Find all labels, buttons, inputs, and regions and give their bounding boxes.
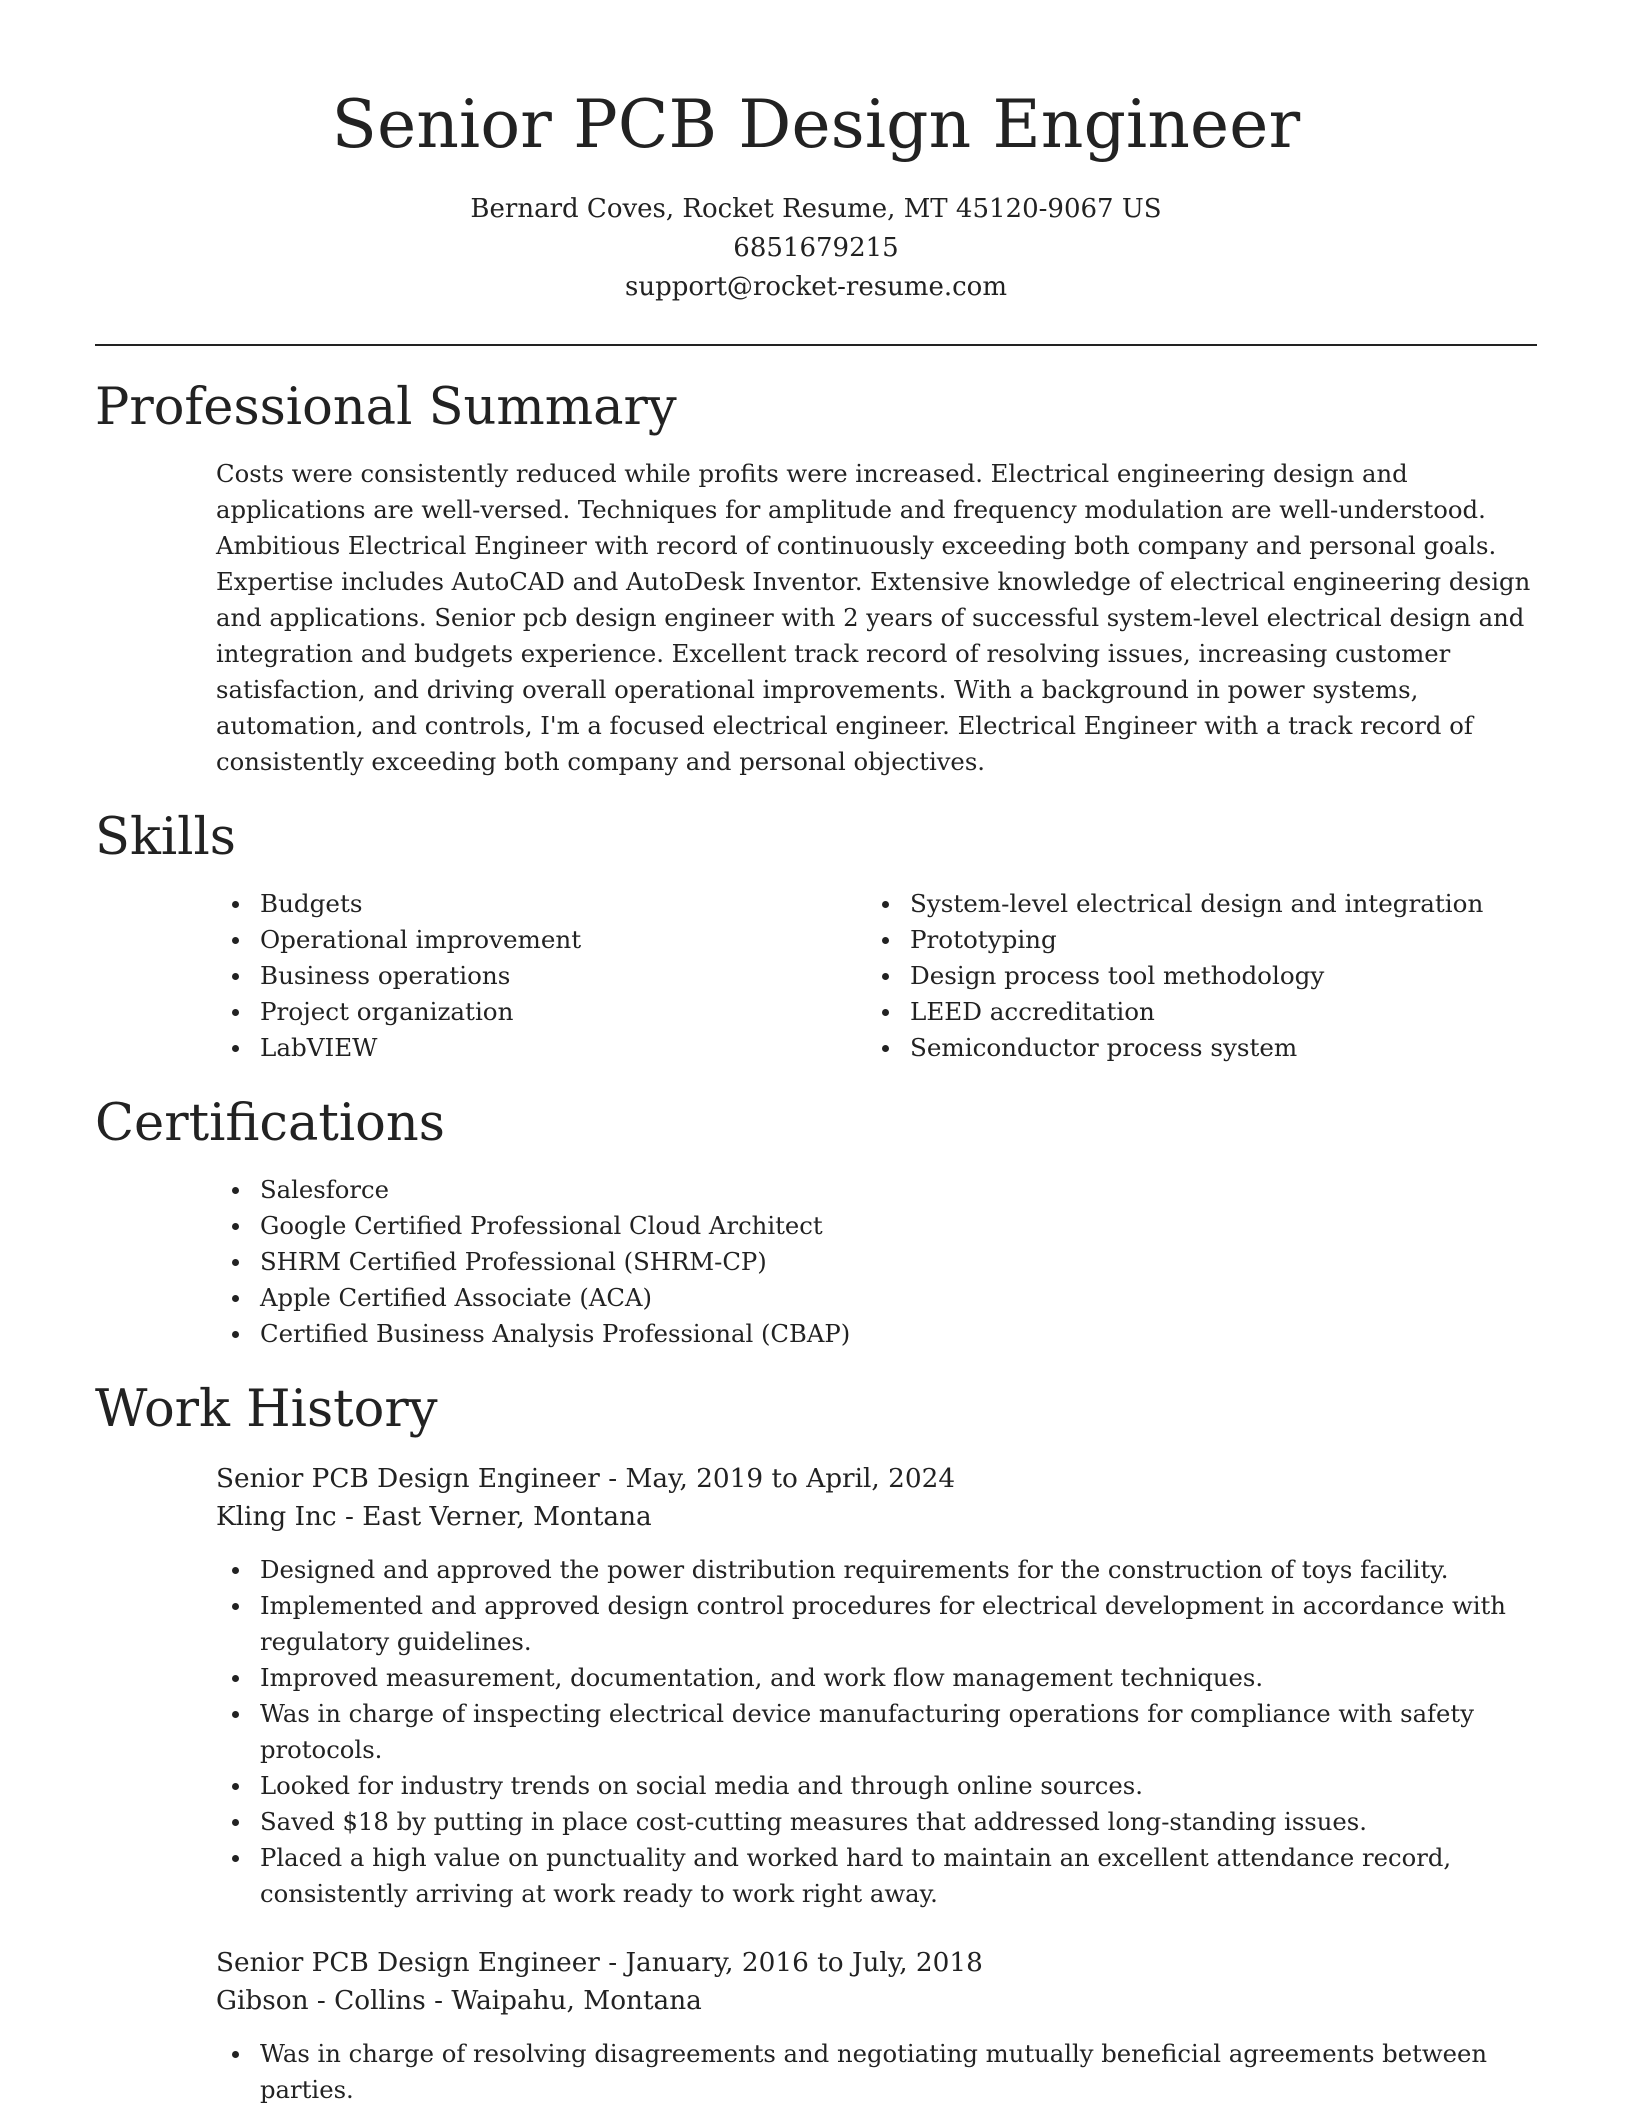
skill-item: Semiconductor process system — [866, 1030, 1516, 1066]
skill-item: Budgets — [216, 886, 866, 922]
skill-item: Operational improvement — [216, 922, 866, 958]
skill-item: Design process tool methodology — [866, 958, 1516, 994]
skill-item: LabVIEW — [216, 1030, 866, 1066]
job-entry — [216, 1944, 1537, 2108]
skills-grid — [216, 886, 1537, 1066]
skills-column-left — [216, 886, 866, 1066]
job-duty-item: Designed and approved the power distribution requirements for the construction of toys facility. — [216, 1552, 1537, 1588]
header-divider — [95, 344, 1537, 346]
job-duty-item: Placed a high value on punctuality and worked hard to maintain an excellent attendance record, consistently arriving at work ready to work right away. — [216, 1840, 1537, 1912]
skill-item: LEED accreditation — [866, 994, 1516, 1030]
summary-text: Costs were consistently reduced while profits were increased. Electrical engineering design and applications are well-versed. Techniques for amplitude and frequency modulation are well-understood. Ambitious Electrical Engineer with record of continuously exceeding both company and personal goals. Expertise includes AutoCAD and AutoDesk Inventor. Extensive knowledge of electrical engineering design and applications. Senior pcb design engineer with 2 years of successful system-level electrical design and integration and budgets experience. Excellent track record of resolving issues, increasing customer satisfaction, and driving overall operational improvements. With a background in power systems, automation, and controls, I'm a focused electrical engineer. Electrical Engineer with a track record of consistently exceeding both company and personal objectives. — [216, 459, 1531, 776]
job-duties-list — [216, 1552, 1537, 1912]
certification-item: SHRM Certified Professional (SHRM-CP) — [216, 1244, 1537, 1280]
job-title-line: Senior PCB Design Engineer - January, 2016 to July, 2018 — [216, 1948, 983, 1978]
skills-section — [95, 806, 1537, 1066]
job-duty-item: Looked for industry trends on social media and through online sources. — [216, 1768, 1537, 1804]
certification-item: Google Certified Professional Cloud Architect — [216, 1208, 1537, 1244]
skills-column-right — [866, 886, 1516, 1066]
skill-item: Business operations — [216, 958, 866, 994]
summary-section — [95, 376, 1537, 780]
certification-item: Certified Business Analysis Professional (CBAP) — [216, 1316, 1537, 1352]
contact-address: Bernard Coves, Rocket Resume, MT 45120-9067 US — [470, 194, 1162, 224]
job-company-line: Kling Inc - East Verner, Montana — [216, 1502, 652, 1532]
job-company-line: Gibson - Collins - Waipahu, Montana — [216, 1986, 702, 2016]
resume-page — [95, 0, 1537, 2108]
job-duties-list — [216, 2036, 1537, 2108]
certification-item: Apple Certified Associate (ACA) — [216, 1280, 1537, 1316]
certification-item: Salesforce — [216, 1172, 1537, 1208]
work-history-heading: Work History — [95, 1380, 438, 1439]
job-title-line: Senior PCB Design Engineer - May, 2019 to April, 2024 — [216, 1464, 956, 1494]
skill-item: Project organization — [216, 994, 866, 1030]
skills-list-left — [216, 886, 866, 1066]
skills-list-right — [866, 886, 1516, 1066]
job-duty-item: Saved $18 by putting in place cost-cutting measures that addressed long-standing issues. — [216, 1804, 1537, 1840]
certifications-body — [216, 1172, 1537, 1352]
skill-item: System-level electrical design and integration — [866, 886, 1516, 922]
job-duty-item: Was in charge of inspecting electrical device manufacturing operations for compliance with safety protocols. — [216, 1696, 1537, 1768]
skill-item: Prototyping — [866, 922, 1516, 958]
skills-heading: Skills — [95, 808, 236, 867]
certifications-heading: Certifications — [95, 1094, 445, 1153]
job-duty-item: Improved measurement, documentation, and work flow management techniques. — [216, 1660, 1537, 1696]
resume-header — [95, 0, 1537, 307]
resume-title: Senior PCB Design Engineer — [331, 86, 1301, 163]
job-duty-item: Was in charge of resolving disagreements and negotiating mutually beneficial agreements between parties. — [216, 2036, 1537, 2108]
contact-phone: 6851679215 — [733, 233, 899, 263]
job-entry — [216, 1460, 1537, 1912]
job-duty-item: Implemented and approved design control procedures for electrical development in accordance with regulatory guidelines. — [216, 1588, 1537, 1660]
work-history-section — [95, 1378, 1537, 2108]
certifications-list — [216, 1172, 1537, 1352]
certifications-section — [95, 1092, 1537, 1352]
summary-heading: Professional Summary — [95, 378, 677, 437]
contact-email: support@rocket-resume.com — [624, 272, 1007, 302]
